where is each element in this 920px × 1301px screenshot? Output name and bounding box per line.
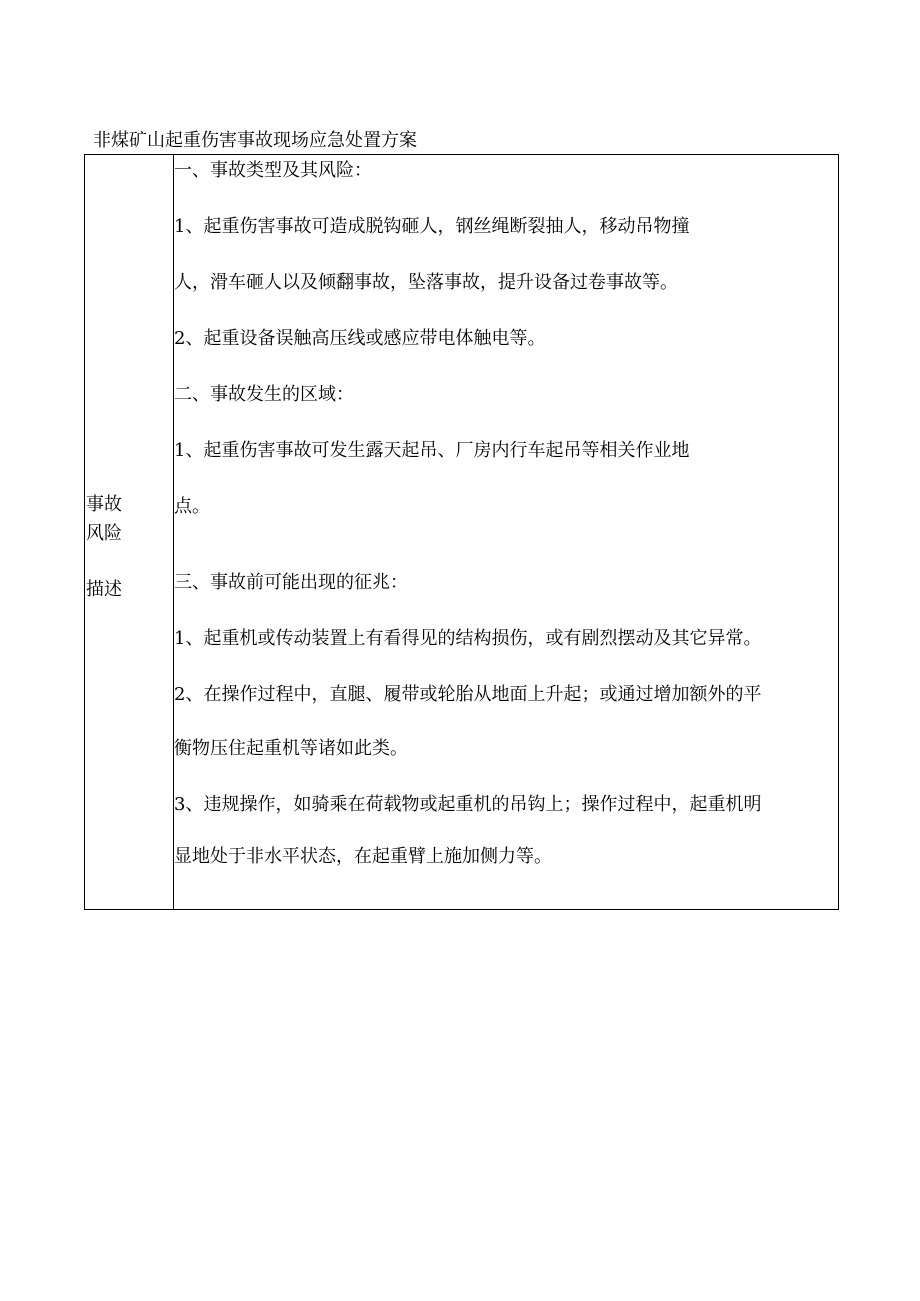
section-1-item-2: 2、起重设备误触高压线或感应带电体触电等。 — [174, 328, 546, 349]
section-3-heading: 三、事故前可能出现的征兆： — [174, 572, 408, 593]
section-3-item-3-line-2: 显地处于非水平状态，在起重臂上施加侧力等。 — [174, 846, 552, 867]
left-label-line-3: 描述 — [86, 579, 122, 600]
section-3-item-3-line-1: 3、违规操作，如骑乘在荷载物或起重机的吊钩上；操作过程中，起重机明 — [174, 794, 762, 815]
section-3-item-2-line-1: 2、在操作过程中，直腿、履带或轮胎从地面上升起；或通过增加额外的平 — [174, 684, 762, 705]
section-1-item-1-line-2: 人，滑车砸人以及倾翻事故，坠落事故，提升设备过卷事故等。 — [174, 272, 678, 293]
section-3-item-1: 1、起重机或传动装置上有看得见的结构损伤，或有剧烈摆动及其它异常。 — [174, 628, 762, 649]
section-1-heading: 一、事故类型及其风险： — [174, 160, 372, 181]
left-label-line-1: 事故 — [86, 494, 122, 515]
section-2-item-1-line-2: 点。 — [174, 496, 210, 517]
section-2-heading: 二、事故发生的区域： — [174, 384, 354, 405]
risk-table — [84, 154, 839, 910]
section-1-item-1-line-1: 1、起重伤害事故可造成脱钩砸人，钢丝绳断裂抽人，移动吊物撞 — [174, 216, 690, 237]
left-label-line-2: 风险 — [86, 523, 122, 544]
section-3-item-2-line-2: 衡物压住起重机等诸如此类。 — [174, 738, 408, 759]
document-title: 非煤矿山起重伤害事故现场应急处置方案 — [93, 130, 417, 151]
section-2-item-1-line-1: 1、起重伤害事故可发生露天起吊、厂房内行车起吊等相关作业地 — [174, 440, 690, 461]
